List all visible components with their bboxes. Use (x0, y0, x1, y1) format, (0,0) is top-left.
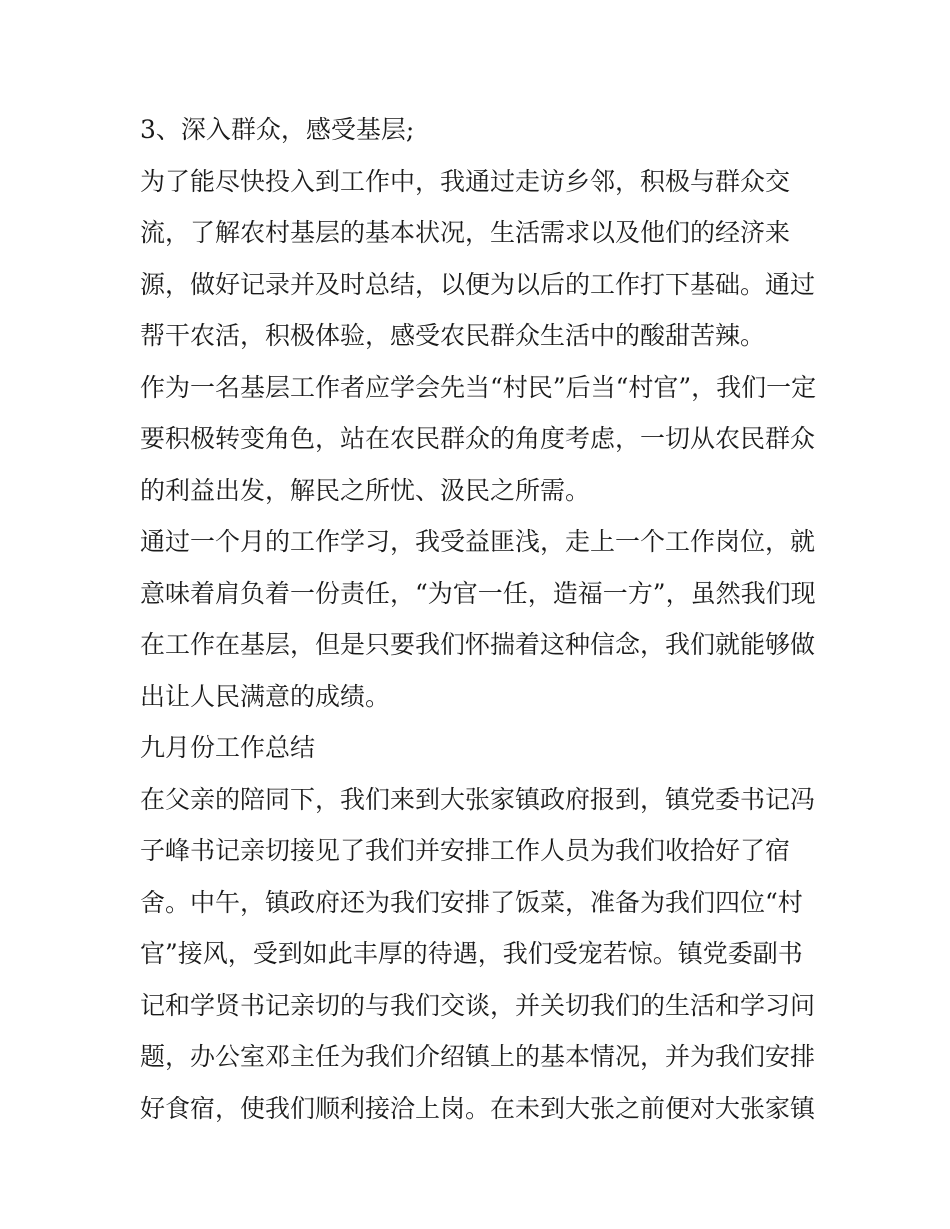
text-line: 好食宿，使我们顺利接洽上岗。在未到大张之前便对大张家镇 (140, 1093, 816, 1123)
text-line: 3、深入群众，感受基层; (140, 115, 415, 144)
text-line: 要积极转变角色，站在农民群众的角度考虑，一切从农民群众 (140, 424, 816, 453)
text-line: 记和学贤书记亲切的与我们交谈，并关切我们的生活和学习问 (140, 990, 816, 1020)
text-line: 的利益出发，解民之所忧、汲民之所需。 (140, 475, 591, 505)
text-line: 出让人民满意的成绩。 (140, 681, 391, 711)
text-line: 子峰书记亲切接见了我们并安排工作人员为我们收拾好了宿 (140, 836, 791, 865)
text-line: 官”接风，受到如此丰厚的待遇，我们受宠若惊。镇党委副书 (140, 939, 803, 968)
text-line: 为了能尽快投入到工作中，我通过走访乡邻，积极与群众交 (140, 166, 791, 196)
document-body (140, 108, 820, 1138)
text-line: 在父亲的陪同下，我们来到大张家镇政府报到，镇党委书记冯 (140, 784, 816, 814)
text-line: 源，做好记录并及时总结，以便为以后的工作打下基础。通过 (140, 269, 816, 299)
text-line: 题，办公室邓主任为我们介绍镇上的基本情况，并为我们安排 (140, 1042, 816, 1071)
text-line: 在工作在基层，但是只要我们怀揣着这种信念，我们就能够做 (140, 630, 816, 659)
text-line: 流，了解农村基层的基本状况，生活需求以及他们的经济来 (140, 218, 791, 247)
section-heading: 九月份工作总结 (140, 733, 316, 762)
text-line: 意味着肩负着一份责任，“为官一任，造福一方”，虽然我们现 (140, 578, 816, 608)
text-line: 通过一个月的工作学习，我受益匪浅，走上一个工作岗位，就 (140, 527, 816, 556)
text-line: 作为一名基层工作者应学会先当“村民”后当“村官”，我们一定 (140, 372, 817, 402)
text-line: 舍。中午，镇政府还为我们安排了饭菜，准备为我们四位“村 (140, 887, 803, 917)
text-line: 帮干农活，积极体验，感受农民群众生活中的酸甜苦辣。 (140, 321, 766, 350)
